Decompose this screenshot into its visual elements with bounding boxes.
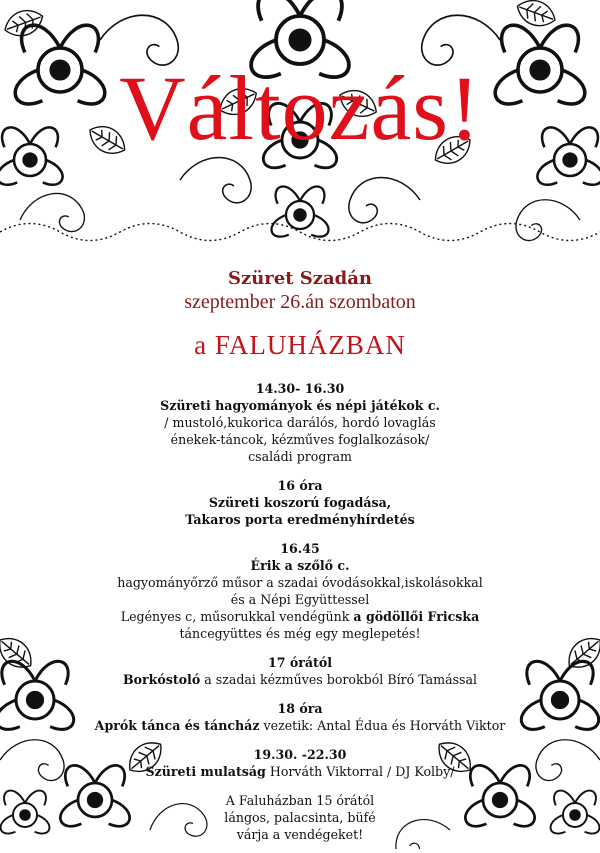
program-time: 14.30- 16.30 (255, 381, 345, 396)
program-line-text: Horváth Viktorral / DJ Kolby/ (265, 764, 455, 779)
program-line-text: vezetik: Antal Édua és Horváth Viktor (259, 718, 506, 733)
program-time: 18 óra (277, 701, 323, 716)
program-line (60, 763, 540, 780)
event-title: Szüret Szadán (227, 268, 373, 289)
footer-line: lángos, palacsinta, büfé (224, 810, 376, 825)
program-line: Szüreti hagyományok és népi játékok c. (160, 398, 440, 413)
event-date: szeptember 26.án szombaton (184, 291, 416, 313)
program-item (60, 477, 540, 528)
program-line-highlight: Borkóstoló (122, 672, 201, 687)
program-item (60, 540, 540, 642)
program-schedule (60, 380, 540, 853)
program-line: táncegyüttes és még egy meglepetés! (179, 626, 421, 641)
program-line (60, 671, 540, 688)
program-line: és a Népi Együttessel (230, 592, 370, 607)
program-line: Szüreti koszorú fogadása, (208, 495, 392, 510)
program-line: énekek-táncok, kézműves foglalkozások/ (170, 432, 430, 447)
headline-change: Változás! (119, 57, 481, 159)
program-time: 16 óra (277, 478, 323, 493)
program-line-highlight: Szüreti mulatság (145, 764, 266, 779)
program-time: 19.30. -22.30 (253, 747, 347, 762)
program-line: családi program (248, 449, 352, 464)
program-time: 17 órától (267, 655, 333, 670)
event-venue: a FALUHÁZBAN (194, 330, 406, 360)
program-line-text: a szadai kézműves borokból Bíró Tamással (200, 672, 478, 687)
program-line-highlight: a gödöllői Fricska (353, 609, 480, 624)
program-line (60, 608, 540, 625)
food-note (60, 792, 540, 843)
program-line-highlight: Aprók tánca és táncház (94, 718, 260, 733)
footer-line: A Faluházban 15 órától (225, 793, 375, 808)
program-line (60, 717, 540, 734)
program-line-text: Legényes c, műsorukkal vendégünk (120, 609, 350, 624)
footer-line: várja a vendégeket! (236, 827, 364, 842)
program-time: 16.45 (280, 541, 320, 556)
program-line: / mustoló,kukorica darálós, hordó lovaglás (164, 415, 436, 430)
program-item (60, 700, 540, 734)
program-item (60, 380, 540, 465)
program-item (60, 746, 540, 780)
program-line: hagyományőrző műsor a szadai óvodásokkal,iskolásokkal (117, 575, 483, 590)
program-item (60, 654, 540, 688)
program-line: Takaros porta eredményhírdetés (185, 512, 415, 527)
program-title: Érik a szőlő c. (250, 558, 350, 573)
